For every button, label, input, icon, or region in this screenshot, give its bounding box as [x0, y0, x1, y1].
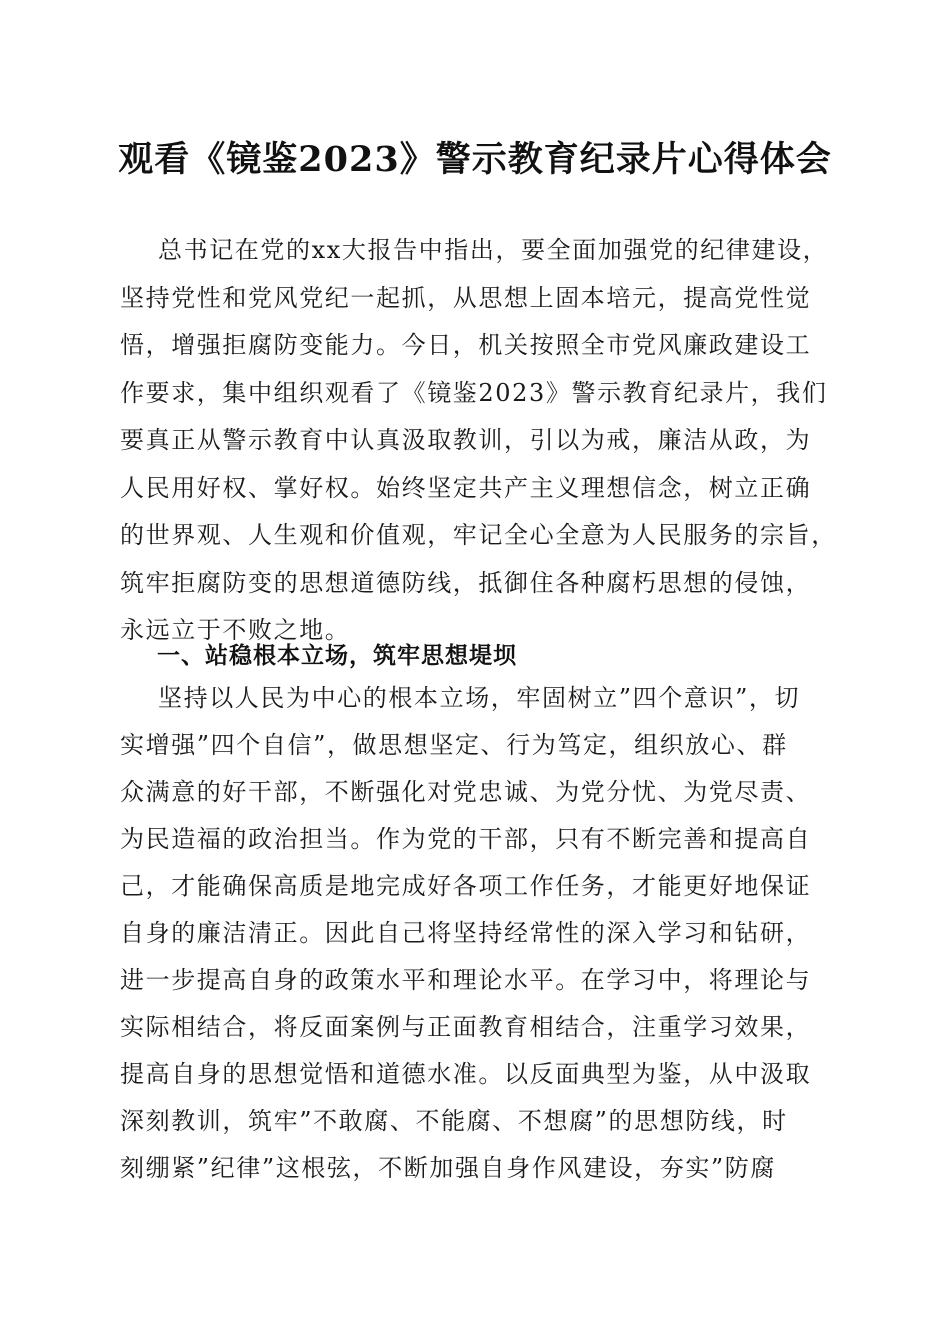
paragraph-line: 自身的廉洁清正。因此自己将坚持经常性的深入学习和钻研， [120, 919, 812, 947]
section-heading: 一、站稳根本立场，筑牢思想堤坝 [157, 643, 517, 669]
paragraph-line: 要真正从警示教育中认真汲取教训，引以为戒，廉洁从政，为 [120, 426, 812, 454]
paragraph-line: 刻绷紧”纪律”这根弦，不断加强自身作风建设，夯实”防腐 [120, 1154, 777, 1182]
paragraph-line: 实增强”四个自信”，做思想坚定、行为笃定，组织放心、群 [120, 731, 788, 759]
paragraph-line: 悟，增强拒腐防变能力。今日，机关按照全市党风廉政建设工 [120, 331, 812, 359]
paragraph-line: 总书记在党的xx大报告中指出，要全面加强党的纪律建设， [158, 236, 829, 264]
paragraph-line: 进一步提高自身的政策水平和理论水平。在学习中，将理论与 [120, 966, 812, 994]
document-title: 观看《镜鉴2023》警示教育纪录片心得体会 [118, 139, 832, 180]
paragraph-line: 提高自身的思想觉悟和道德水准。以反面典型为鉴，从中汲取 [120, 1060, 812, 1088]
intro-paragraph [120, 228, 837, 644]
paragraph-line: 的世界观、人生观和价值观，牢记全心全意为人民服务的宗旨， [120, 521, 837, 549]
paragraph-line: 实际相结合，将反面案例与正面教育相结合，注重学习效果， [120, 1013, 812, 1041]
section-paragraph [120, 676, 836, 1182]
paragraph-line: 坚持党性和党风党纪一起抓，从思想上固本培元，提高党性觉 [120, 283, 812, 312]
paragraph-line: 筑牢拒腐防变的思想道德防线，抵御住各种腐朽思想的侵蚀， [120, 568, 812, 597]
paragraph-line: 人民用好权、掌好权。始终坚定共产主义理想信念，树立正确 [120, 473, 812, 502]
paragraph-line: 坚持以人民为中心的根本立场，牢固树立”四个意识”，切 [158, 684, 801, 712]
paragraph-line: 作要求，集中组织观看了《镜鉴2023》警示教育纪录片，我们 [120, 378, 828, 407]
paragraph-line: 深刻教训，筑牢”不敢腐、不能腐、不想腐”的思想防线，时 [120, 1107, 788, 1135]
paragraph-line: 众满意的好干部，不断强化对党忠诚、为党分忧、为党尽责、 [120, 778, 812, 806]
paragraph-line: 己，才能确保高质是地完成好各项工作任务，才能更好地保证 [120, 872, 812, 900]
paragraph-line: 为民造福的政治担当。作为党的干部，只有不断完善和提高自 [120, 825, 812, 853]
paragraph-line: 永远立于不败之地。 [120, 616, 351, 644]
